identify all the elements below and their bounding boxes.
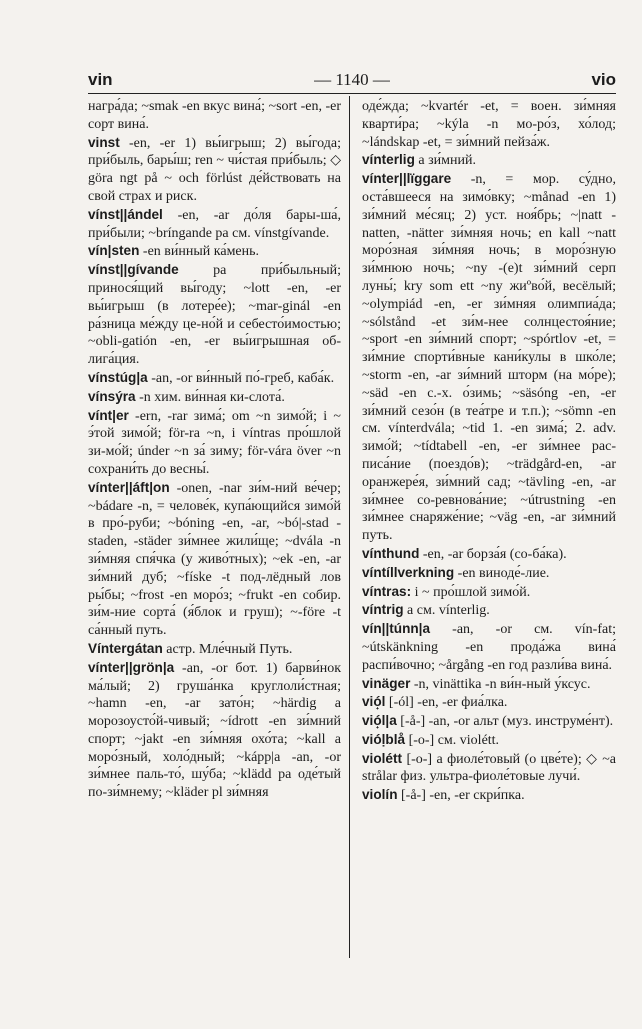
headword: vínsýra	[88, 388, 136, 404]
definition: [-å-] -en, -er скри́пка.	[397, 788, 525, 804]
definition: a зи́мний.	[414, 153, 476, 169]
header-right-guideword: vio	[591, 70, 616, 89]
header-rule	[88, 93, 616, 94]
entry	[88, 369, 341, 388]
headword: vínter||grön|a	[88, 659, 175, 675]
definition: астр. Мле́чный Путь.	[162, 641, 293, 657]
entry	[362, 712, 616, 731]
definition: [-o-] a фиоле́товый (о цве́те); ◇ ~a strålar физ. ультра-фиоле́товые лучи́.	[362, 751, 616, 785]
headword: vínter||lïggare	[362, 171, 452, 187]
definition: -an, -or бот. 1) барви́нок ма́лый; 2) груша́нка круглоли́стная; ~hamn -en, -ar зато́н; ~härdig a морозоусто́й-чивый; ~ídrott -en зи́мний спорт; ~jakt -en зи́мняя охо́та; ~kall a моро́зный, холо́дный; ~kápp|a -an, -or зи́мнее паль-то́, шу́ба; ~klädd pa оде́тый по-зи́мнему; ~kläder pl зи́мняя	[88, 660, 341, 801]
entry	[362, 97, 616, 151]
headword: vió̟l|a	[362, 713, 397, 729]
headword: vínstúg|a	[88, 369, 148, 385]
entry	[362, 151, 616, 170]
headword: vín||túnn|a	[362, 621, 431, 637]
entry	[88, 261, 341, 369]
definition: -an, -or ви́нный по́-греб, каба́к.	[147, 370, 335, 386]
column-divider	[349, 96, 350, 958]
headword: violétt	[362, 750, 403, 766]
definition: a см. vínterlig.	[403, 603, 490, 619]
definition: -n, vinättika -n ви́н-ный у́ксус.	[410, 676, 591, 692]
headword: víntras:	[362, 583, 412, 599]
entry	[362, 170, 616, 545]
headword: vínterlig	[362, 152, 415, 168]
entry	[88, 479, 341, 640]
entry	[362, 731, 616, 750]
headword: vínthund	[362, 545, 420, 561]
definition: -en, -ar борза́я (со-ба́ка).	[419, 546, 567, 562]
entry	[88, 97, 341, 134]
entry	[88, 388, 341, 407]
definition: i ~ про́шлой зимо́й.	[411, 584, 531, 600]
headword: vín|sten	[88, 243, 140, 259]
entry	[362, 620, 616, 674]
definition: награ́да; ~smak -en вкус вина́; ~sort -en, -er сорт вина́.	[88, 99, 342, 132]
entry	[362, 750, 616, 787]
entry	[362, 583, 616, 602]
definition: -onen, -nar зи́м-ний ве́чер; ~bádare -n, = челове́к, купа́ющийся зимо́й в про́-руби; ~bóning -en, -ar, ~bó|-stad -staden, -städer зи́мнее жили́ще; ~dvála -n зи́мняя спя́чка (у живо́тных); ~ek -en, -ar зи́мний дуб; ~físke -t под-лёдный лов ры́бы; ~frost -en моро́з; ~frukt -en собир. зи́м-ние сорта́ (я́блок и груш); ~-före -t са́нный путь.	[88, 480, 341, 639]
definition: -en, -er 1) вы́игрыш; 2) вы́года; при́быль, бары́ш; ren ~ чи́стая при́быль; ◇ göra ngt på ~ och förlúst де́йствовать на свой страх и риск.	[88, 135, 341, 204]
definition: -en виноде́-лие.	[454, 565, 550, 581]
definition: [-o-] см. violétt.	[405, 732, 500, 748]
headword: violín	[362, 787, 398, 803]
headword: vínst||gívande	[88, 262, 179, 278]
page-header	[88, 68, 616, 92]
headword: vió̟l	[362, 694, 386, 710]
entry	[362, 786, 616, 805]
definition: pa при́быльный; принося́щий вы́году; ~lott -en, -er вы́игрыш (в лотере́е); ~mar-ginál -en ра́зница ме́жду це-но́й и себесто́имостью; ~obli-gatión -en, -er вы́игрышная об-лига́ция.	[88, 263, 341, 368]
entry	[88, 659, 341, 802]
definition: [-å-] -an, -or альт (муз. инструме́нт).	[396, 714, 614, 730]
headword: vinst	[88, 134, 120, 150]
entry	[88, 206, 341, 243]
definition: -en ви́нный ка́мень.	[139, 244, 260, 260]
headword: vínt|er	[88, 407, 129, 423]
definition: -ern, -rar зима́; om ~n зимо́й; i ~ э́той зимо́й; för-ra ~n, i víntras про́шлой зи-мо́й; únder ~n за́ зиму; för-vára över ~n сохрани́ть до весны́.	[88, 408, 341, 477]
entry	[88, 407, 341, 479]
headword: víntíllverkning	[362, 564, 455, 580]
entry	[88, 134, 341, 206]
definition: -n хим. ви́нная ки-слота́.	[135, 389, 285, 405]
headword: vinäger	[362, 675, 411, 691]
entry	[88, 640, 341, 659]
entry	[88, 242, 341, 261]
headword: vínst||ándel	[88, 206, 163, 222]
entry	[362, 545, 616, 564]
definition: -an, -or см. vín-fat; ~útskänkning -en прода́жа вина́ распи́вочно; ~årgång -en год разли́ва вина́.	[362, 622, 616, 673]
definition: -en, -ar до́ля бары-ша́, при́были; ~bríngande pa см. vínstgívande.	[88, 207, 341, 241]
headword: vióḷblå	[362, 731, 406, 747]
right-column	[362, 97, 616, 805]
definition: [-ól] -en, -er фиа́лка.	[385, 695, 508, 711]
left-column	[88, 97, 341, 802]
headword: víntrig	[362, 602, 404, 618]
entry	[362, 564, 616, 583]
headword: vínter||áft|on	[88, 479, 170, 495]
definition: оде́жда; ~kvartér -et, = воен. зи́мняя кварти́ра; ~kýla -n мо-ро́з, хо́лод; ~lándskap -et, = зи́мний пейза́ж.	[362, 99, 616, 150]
entry	[362, 601, 616, 620]
header-left-guideword: vin	[88, 70, 113, 89]
headword: Víntergátan	[88, 640, 163, 656]
entry	[362, 675, 616, 694]
definition: -n, = мор. су́дно, оста́вшееся на зимо́вку; ~månad -en 1) зи́мний ме́сяц; 2) уст. ноя́брь; ~|natt -natten, -nätter зи́мняя ночь; en kall ~natt моро́зная зи́мняя ночь; в моро́зную зи́мнюю ночь; ~ny -(e)t зи́мний серп луны́; kry som ett ~ny жиºво́й, весёлый; ~olympiád -en, -er зи́мняя олимпиа́да; ~sólstånd -et зи́м-нее солнцестоя́ние; ~sport -en зи́мний спорт; ~spórtlov -et, = зи́мние спорти́вные кани́кулы в шко́ле; ~storm -en, -ar зи́мний шторм (на мо́ре); ~säd -en с.-х. о́зимь; ~säsóng -en, -er зи́мний сезо́н (в теа́тре и т.п.); ~sömn -en см. vínterdvála; ~tid 1. -en зима́; 2. adv. зимо́й; ~tídtabell -en, -er зи́мнее рас-писа́ние (поездо́в); ~trädgård-en, -ar оранжере́я, зи́мний сад; ~tävling -en, -ar зи́мнее со-ревнова́ние; ~útrustning -en зи́мнее снаряже́ние; ~väg -en, -ar зи́мний путь.	[362, 172, 616, 544]
page-number: — 1140 —	[314, 70, 390, 89]
entry	[362, 693, 616, 712]
